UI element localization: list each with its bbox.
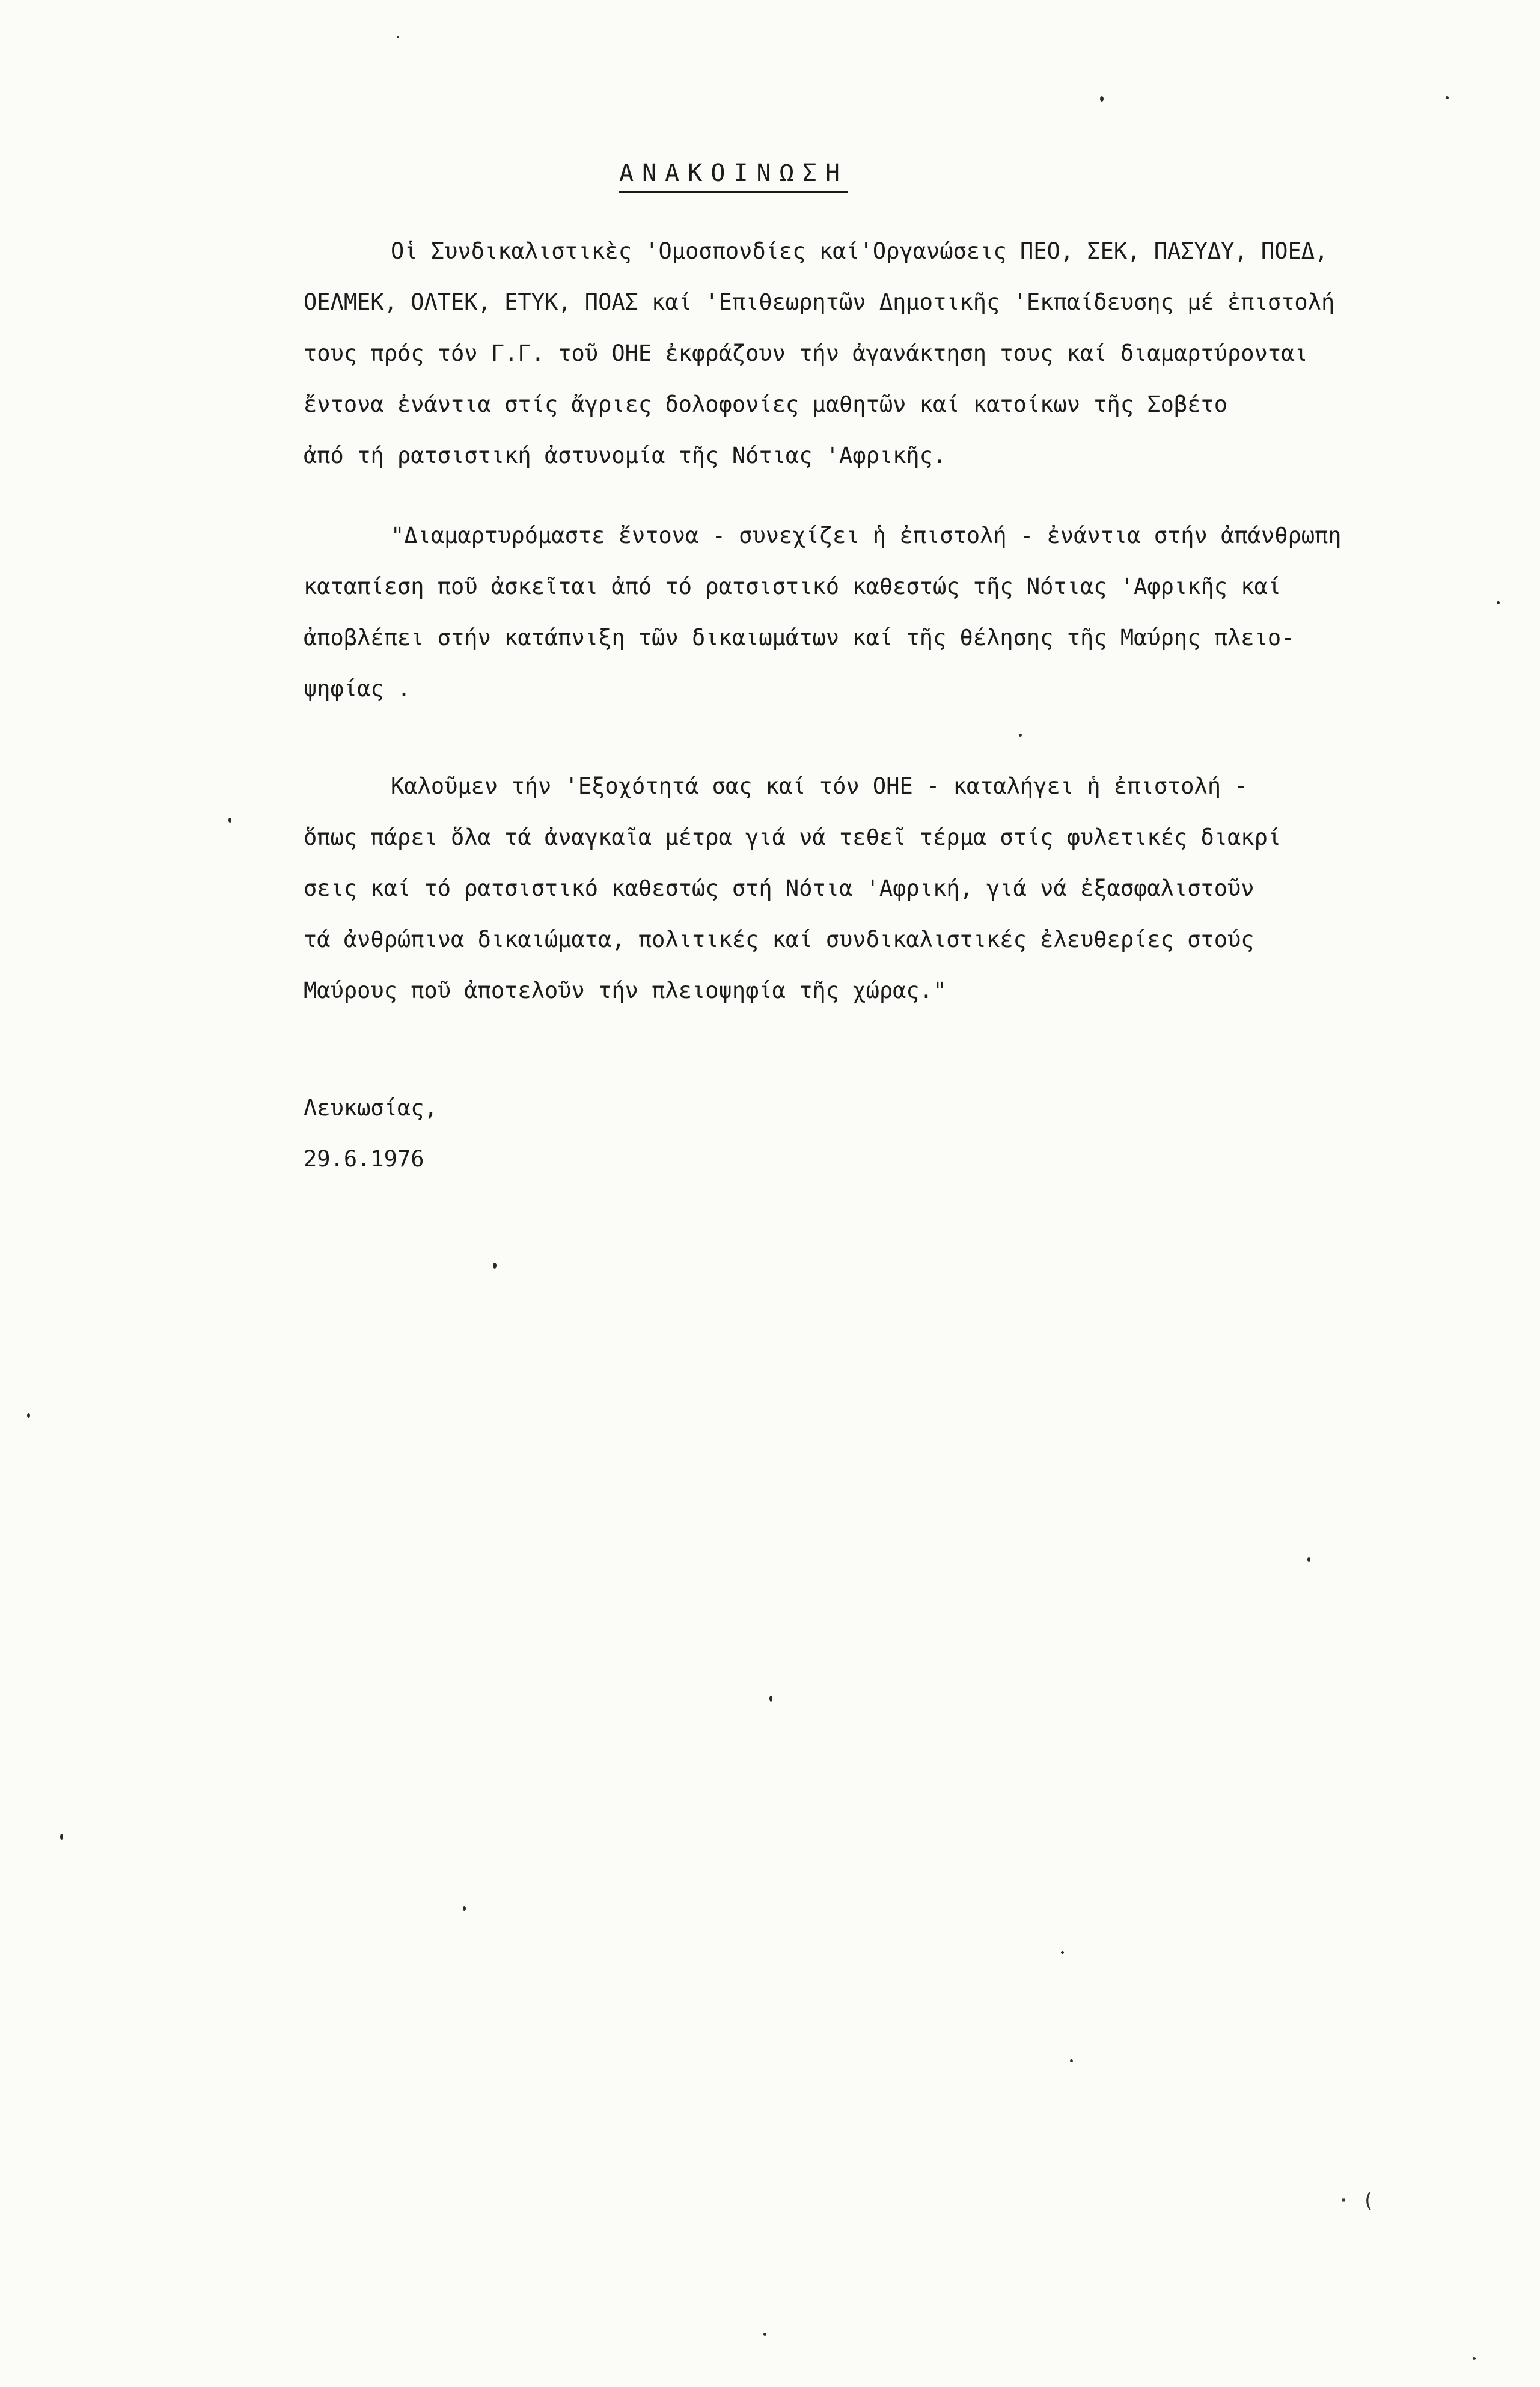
scan-speck bbox=[1473, 2357, 1476, 2360]
scan-speck bbox=[1061, 1951, 1064, 1954]
place-line: Λευκωσίας, bbox=[304, 1095, 438, 1121]
scan-speck bbox=[1100, 96, 1104, 102]
text-line: ψηφίας . bbox=[304, 676, 411, 702]
paragraph-quote-2 bbox=[304, 761, 1482, 1016]
text-line: ἔντονα ἐνάντια στίς ἄγριες δολοφονίες μαθητῶν καί κατοίκων τῆς Σοβέτο bbox=[304, 391, 1228, 417]
text-line: ὅπως πάρει ὅλα τά ἀναγκαῖα μέτρα γιά νά τεθεῖ τέρμα στίς φυλετικές διακρί bbox=[304, 824, 1282, 850]
text-line: Οἱ Συνδικαλιστικὲς 'Ομοσπονδίες καί'Οργανώσεις ΠΕΟ, ΣΕΚ, ΠΑΣΥΔΥ, ΠΟΕΔ, bbox=[391, 238, 1328, 264]
scan-speck bbox=[1497, 601, 1500, 604]
text-line: καταπίεση ποῦ ἀσκεῖται ἀπό τό ρατσιστικό καθεστώς τῆς Νότιας 'Αφρικῆς καί bbox=[304, 574, 1282, 599]
scan-speck bbox=[1446, 96, 1449, 99]
date-line: 29.6.1976 bbox=[304, 1146, 424, 1172]
text-line: ἀποβλέπει στήν κατάπνιξη τῶν δικαιωμάτων καί τῆς θέλησης τῆς Μαύρης πλειο- bbox=[304, 625, 1295, 651]
paragraph-quote-1 bbox=[304, 510, 1482, 714]
scan-speck bbox=[1307, 1557, 1310, 1562]
text-line: Καλοῦμεν τήν 'Εξοχότητά σας καί τόν ΟΗΕ - καταλήγει ἡ ἐπιστολή - bbox=[391, 773, 1248, 799]
scan-speck bbox=[1019, 734, 1022, 737]
text-line: σεις καί τό ρατσιστικό καθεστώς στή Νότια 'Αφρική, γιά νά ἐξασφαλιστοῦν bbox=[304, 875, 1254, 901]
scan-speck bbox=[60, 1834, 63, 1840]
scan-speck bbox=[397, 36, 399, 38]
scan-speck bbox=[493, 1263, 497, 1269]
text-line: "Διαμαρτυρόμαστε ἔντονα - συνεχίζει ἡ ἐπιστολή - ἐνάντια στήν ἀπάνθρωπη bbox=[391, 522, 1342, 548]
scan-speck bbox=[27, 1413, 30, 1418]
document-title: ΑΝΑΚΟΙΝΩΣΗ bbox=[619, 159, 848, 193]
text-line: τους πρός τόν Γ.Γ. τοῦ ΟΗΕ ἐκφράζουν τήν ἀγανάκτηση τους καί διαμαρτύρονται bbox=[304, 340, 1308, 366]
scan-speck bbox=[463, 1906, 466, 1911]
scan-speck bbox=[1070, 2059, 1073, 2062]
scan-speck bbox=[228, 818, 231, 823]
text-line: τά ἀνθρώπινα δικαιώματα, πολιτικές καί συνδικαλιστικές ἐλευθερίες στούς bbox=[304, 927, 1254, 952]
text-line: ΟΕΛΜΕΚ, ΟΛΤΕΚ, ΕΤΥΚ, ΠΟΑΣ καί 'Επιθεωρητῶν Δημοτικῆς 'Εκπαίδευσης μέ ἐπιστολή bbox=[304, 289, 1335, 315]
paragraph-intro bbox=[304, 225, 1482, 481]
scan-speck bbox=[763, 2333, 766, 2336]
scan-speck bbox=[769, 1696, 772, 1702]
text-line: ἀπό τή ρατσιστική ἀστυνομία τῆς Νότιας 'Αφρικῆς. bbox=[304, 443, 947, 468]
text-line: Μαύρους ποῦ ἀποτελοῦν τήν πλειοψηφία τῆς χώρας." bbox=[304, 978, 947, 1004]
corner-mark: · ( bbox=[1337, 2189, 1375, 2213]
